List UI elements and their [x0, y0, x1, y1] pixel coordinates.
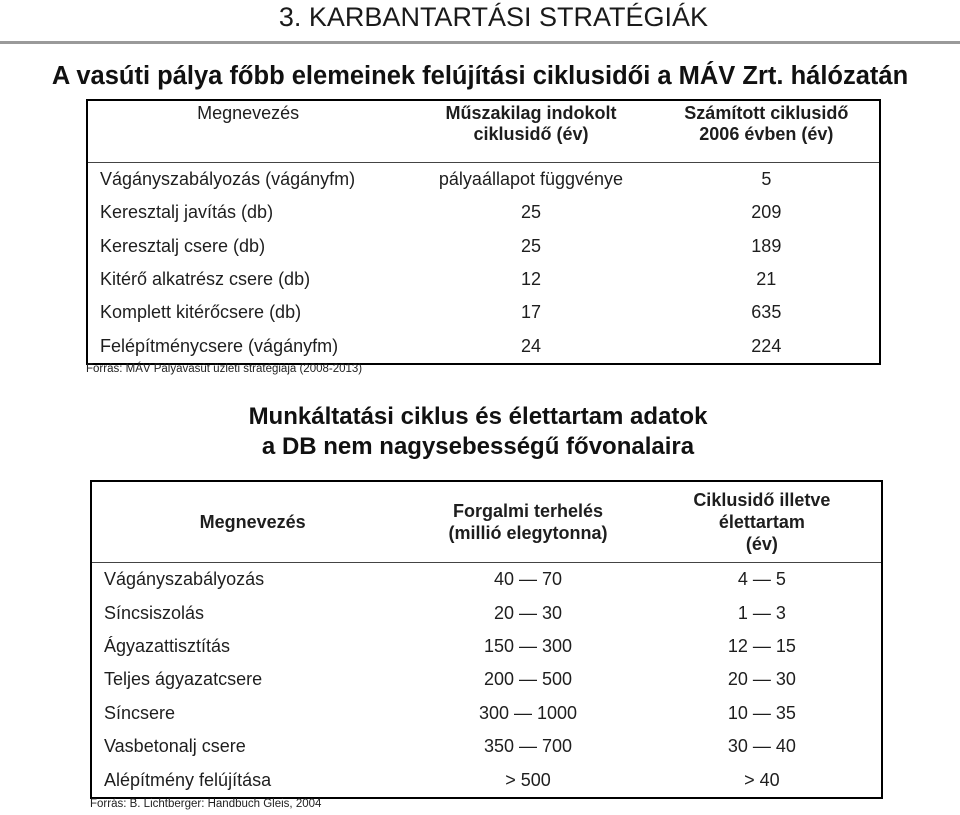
table1-source-note: Forrás: MÁV Pályavasút üzleti stratégiája (2008-2013): [86, 363, 363, 375]
row-cycle: 20 — 30: [727, 669, 796, 690]
row-name: Síncsiszolás: [104, 602, 205, 623]
row-load: 300 — 1000: [478, 702, 578, 723]
row-cycle: 4 — 5: [737, 569, 786, 590]
table-row: [87, 263, 880, 296]
row-load: 20 — 30: [493, 602, 563, 623]
row-calculated: 21: [756, 269, 777, 290]
table-row: [91, 663, 882, 696]
header-cycle-lifetime: Ciklusidő illetve élettartam (év): [693, 490, 831, 554]
row-name: Vágányszabályozás: [104, 569, 265, 590]
row-name: Keresztalj javítás (db): [100, 202, 274, 223]
header-technical-cycle: Műszakilag indokolt ciklusidő (év): [445, 103, 617, 144]
table-row: [91, 630, 882, 663]
row-cycle: > 40: [744, 769, 780, 790]
row-calculated: 635: [751, 302, 782, 323]
maintenance-lifetime-table: [90, 480, 883, 799]
table-row: [91, 697, 882, 730]
row-cycle: 1 — 3: [737, 602, 786, 623]
row-name: Felépítménycsere (vágányfm): [100, 335, 339, 356]
renewal-cycles-table: [86, 99, 881, 365]
row-name: Komplett kitérőcsere (db): [100, 302, 302, 323]
table-row: [91, 596, 882, 629]
row-load: > 500: [505, 769, 551, 790]
row-load: 150 — 300: [483, 635, 573, 656]
table-row: [87, 163, 880, 197]
table2-heading-line1: Munkáltatási ciklus és élettartam adatok: [248, 403, 708, 430]
row-technical: 12: [520, 269, 541, 290]
row-name: Vágányszabályozás (vágányfm): [100, 169, 356, 190]
row-cycle: 30 — 40: [727, 736, 796, 757]
table-row: [91, 563, 882, 597]
row-name: Vasbetonalj csere: [104, 736, 246, 757]
row-technical: 25: [520, 235, 541, 256]
row-technical: 17: [520, 302, 541, 323]
table-row: [87, 196, 880, 229]
header-name: Megnevezés: [199, 512, 306, 532]
header-name: Megnevezés: [197, 103, 300, 123]
row-load: 200 — 500: [483, 669, 573, 690]
row-name: Alépítmény felújítása: [104, 769, 272, 790]
row-name: Síncsere: [104, 702, 176, 723]
page-title: 3. KARBANTARTÁSI STRATÉGIÁK: [0, 0, 960, 44]
row-name: Keresztalj csere (db): [100, 235, 266, 256]
row-calculated: 224: [751, 335, 782, 356]
table-header-row: [87, 100, 880, 163]
row-name: Teljes ágyazatcsere: [104, 669, 263, 690]
row-technical: 24: [520, 335, 541, 356]
row-name: Ágyazattisztítás: [104, 635, 231, 656]
row-cycle: 12 — 15: [727, 635, 796, 656]
table2-source-note: Forrás: B. Lichtberger: Handbuch Gleis, 2004: [90, 798, 322, 810]
row-technical: pályaállapot függvénye: [438, 169, 624, 190]
table1-heading: A vasúti pálya főbb elemeinek felújítási ciklusidői a MÁV Zrt. hálózatán: [51, 62, 909, 90]
row-cycle: 10 — 35: [727, 702, 796, 723]
row-calculated: 5: [761, 169, 772, 190]
table2-heading-line2: a DB nem nagysebességű fővonalaira: [261, 433, 695, 460]
row-calculated: 209: [751, 202, 782, 223]
row-load: 350 — 700: [483, 736, 573, 757]
table-row: [91, 730, 882, 763]
table-row: [87, 230, 880, 263]
table-row: [87, 296, 880, 329]
table-row: [87, 329, 880, 363]
row-technical: 25: [520, 202, 541, 223]
row-load: 40 — 70: [493, 569, 563, 590]
header-traffic-load: Forgalmi terhelés (millió elegytonna): [448, 501, 608, 543]
table2-heading: [200, 402, 756, 462]
header-calculated-cycle: Számított ciklusidő 2006 évben (év): [684, 103, 849, 144]
table-header-row: [91, 481, 882, 563]
table-row: [91, 763, 882, 797]
row-calculated: 189: [751, 235, 782, 256]
row-name: Kitérő alkatrész csere (db): [100, 269, 311, 290]
